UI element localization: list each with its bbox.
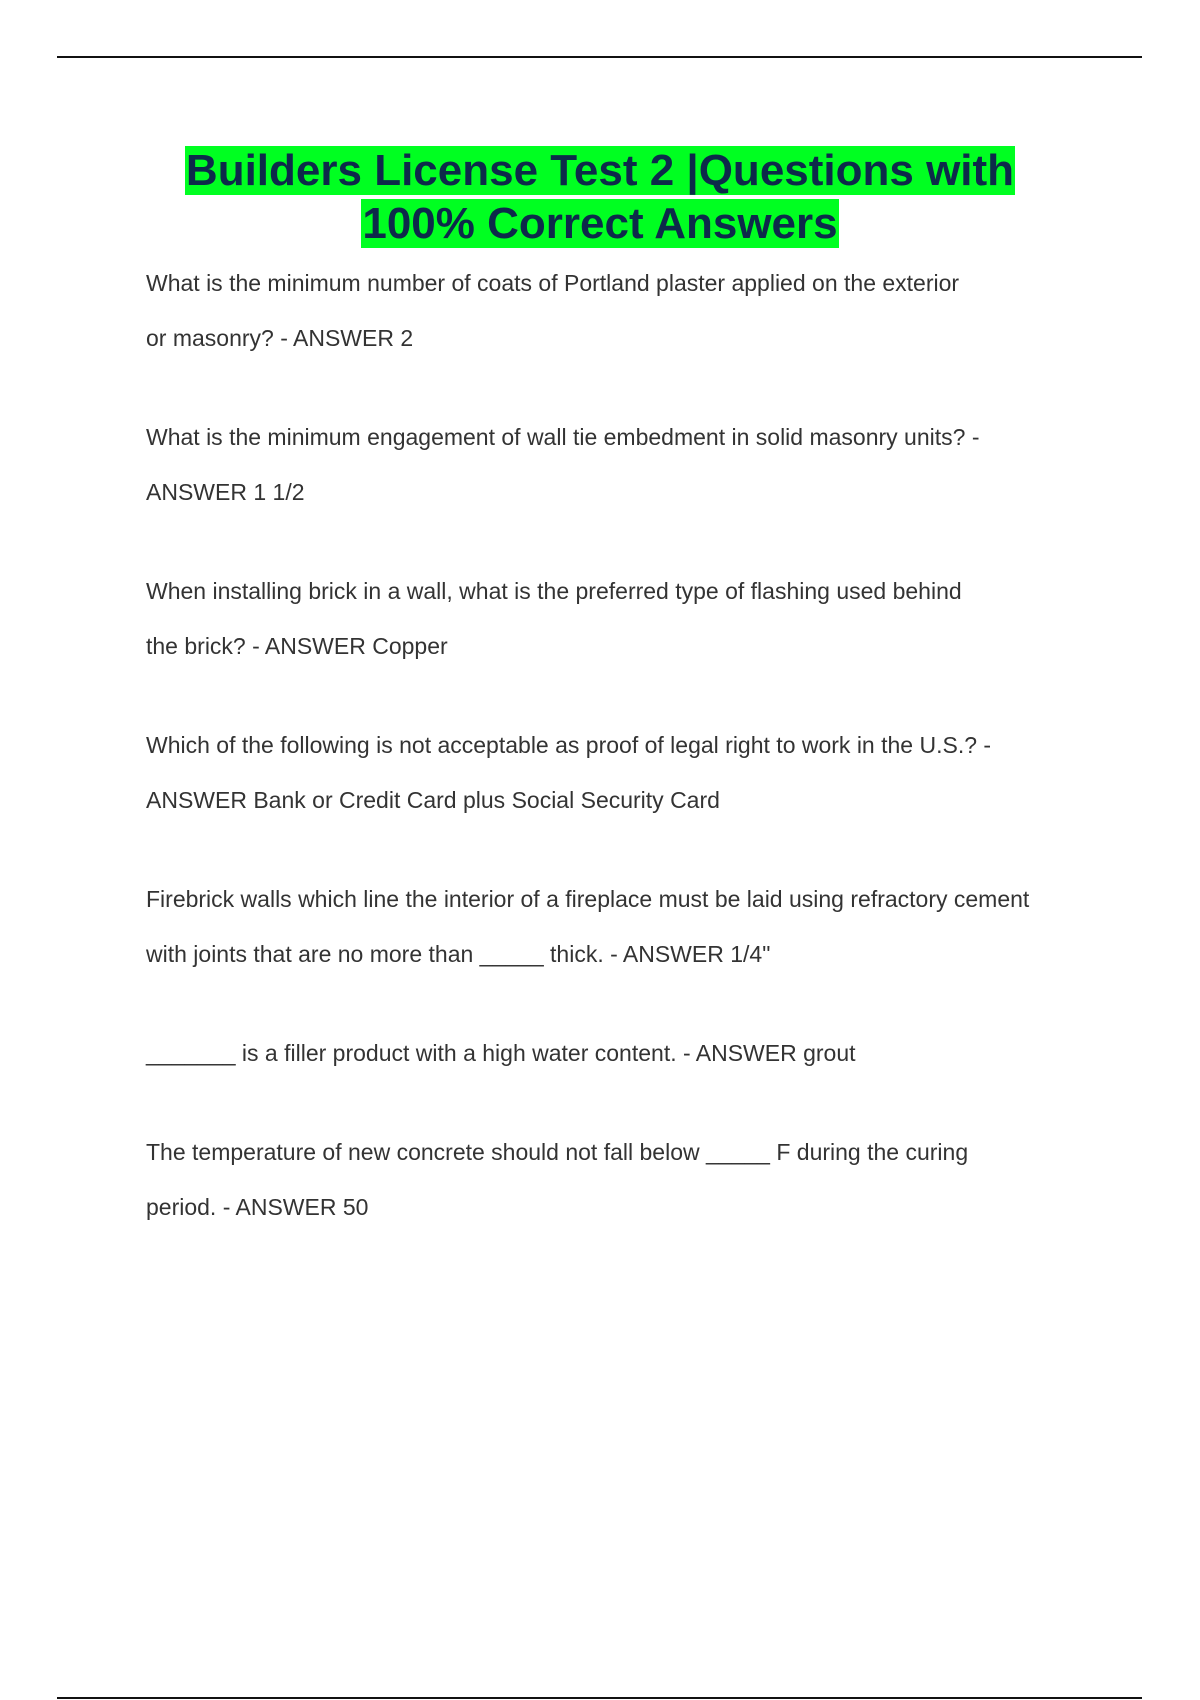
qa-item [146, 256, 1096, 366]
qa-answer-line: ANSWER Bank or Credit Card plus Social Security Card [146, 787, 720, 813]
qa-item [146, 1026, 1096, 1081]
qa-question-line: Which of the following is not acceptable as proof of legal right to work in the U.S.? - [146, 732, 992, 758]
title-line-1: Builders License Test 2 |Questions with [185, 146, 1015, 195]
qa-item [146, 1125, 1096, 1235]
qa-answer-line: or masonry? - ANSWER 2 [146, 325, 414, 351]
qa-question-line: Firebrick walls which line the interior of a fireplace must be laid using refractory cement [146, 886, 1030, 912]
top-divider [57, 56, 1142, 58]
qa-item [146, 718, 1096, 828]
qa-answer-line: the brick? - ANSWER Copper [146, 633, 448, 659]
qa-question-line: What is the minimum engagement of wall tie embedment in solid masonry units? - [146, 424, 980, 450]
qa-item [146, 872, 1096, 982]
qa-question-line: What is the minimum number of coats of Portland plaster applied on the exterior [146, 270, 960, 296]
qa-answer-line: with joints that are no more than _____ thick. - ANSWER 1/4" [146, 941, 771, 967]
page-title [0, 144, 1200, 250]
qa-item [146, 564, 1096, 674]
qa-question-line: The temperature of new concrete should not fall below _____ F during the curing [146, 1139, 969, 1165]
qa-item [146, 410, 1096, 520]
qa-question-line: _______ is a filler product with a high water content. - ANSWER grout [146, 1040, 856, 1066]
qa-answer-line: ANSWER 1 1/2 [146, 479, 305, 505]
qa-answer-line: period. - ANSWER 50 [146, 1194, 369, 1220]
bottom-divider [57, 1697, 1142, 1699]
qa-question-line: When installing brick in a wall, what is the preferred type of flashing used behind [146, 578, 962, 604]
title-line-2: 100% Correct Answers [362, 199, 838, 248]
qa-list [146, 268, 1096, 1291]
